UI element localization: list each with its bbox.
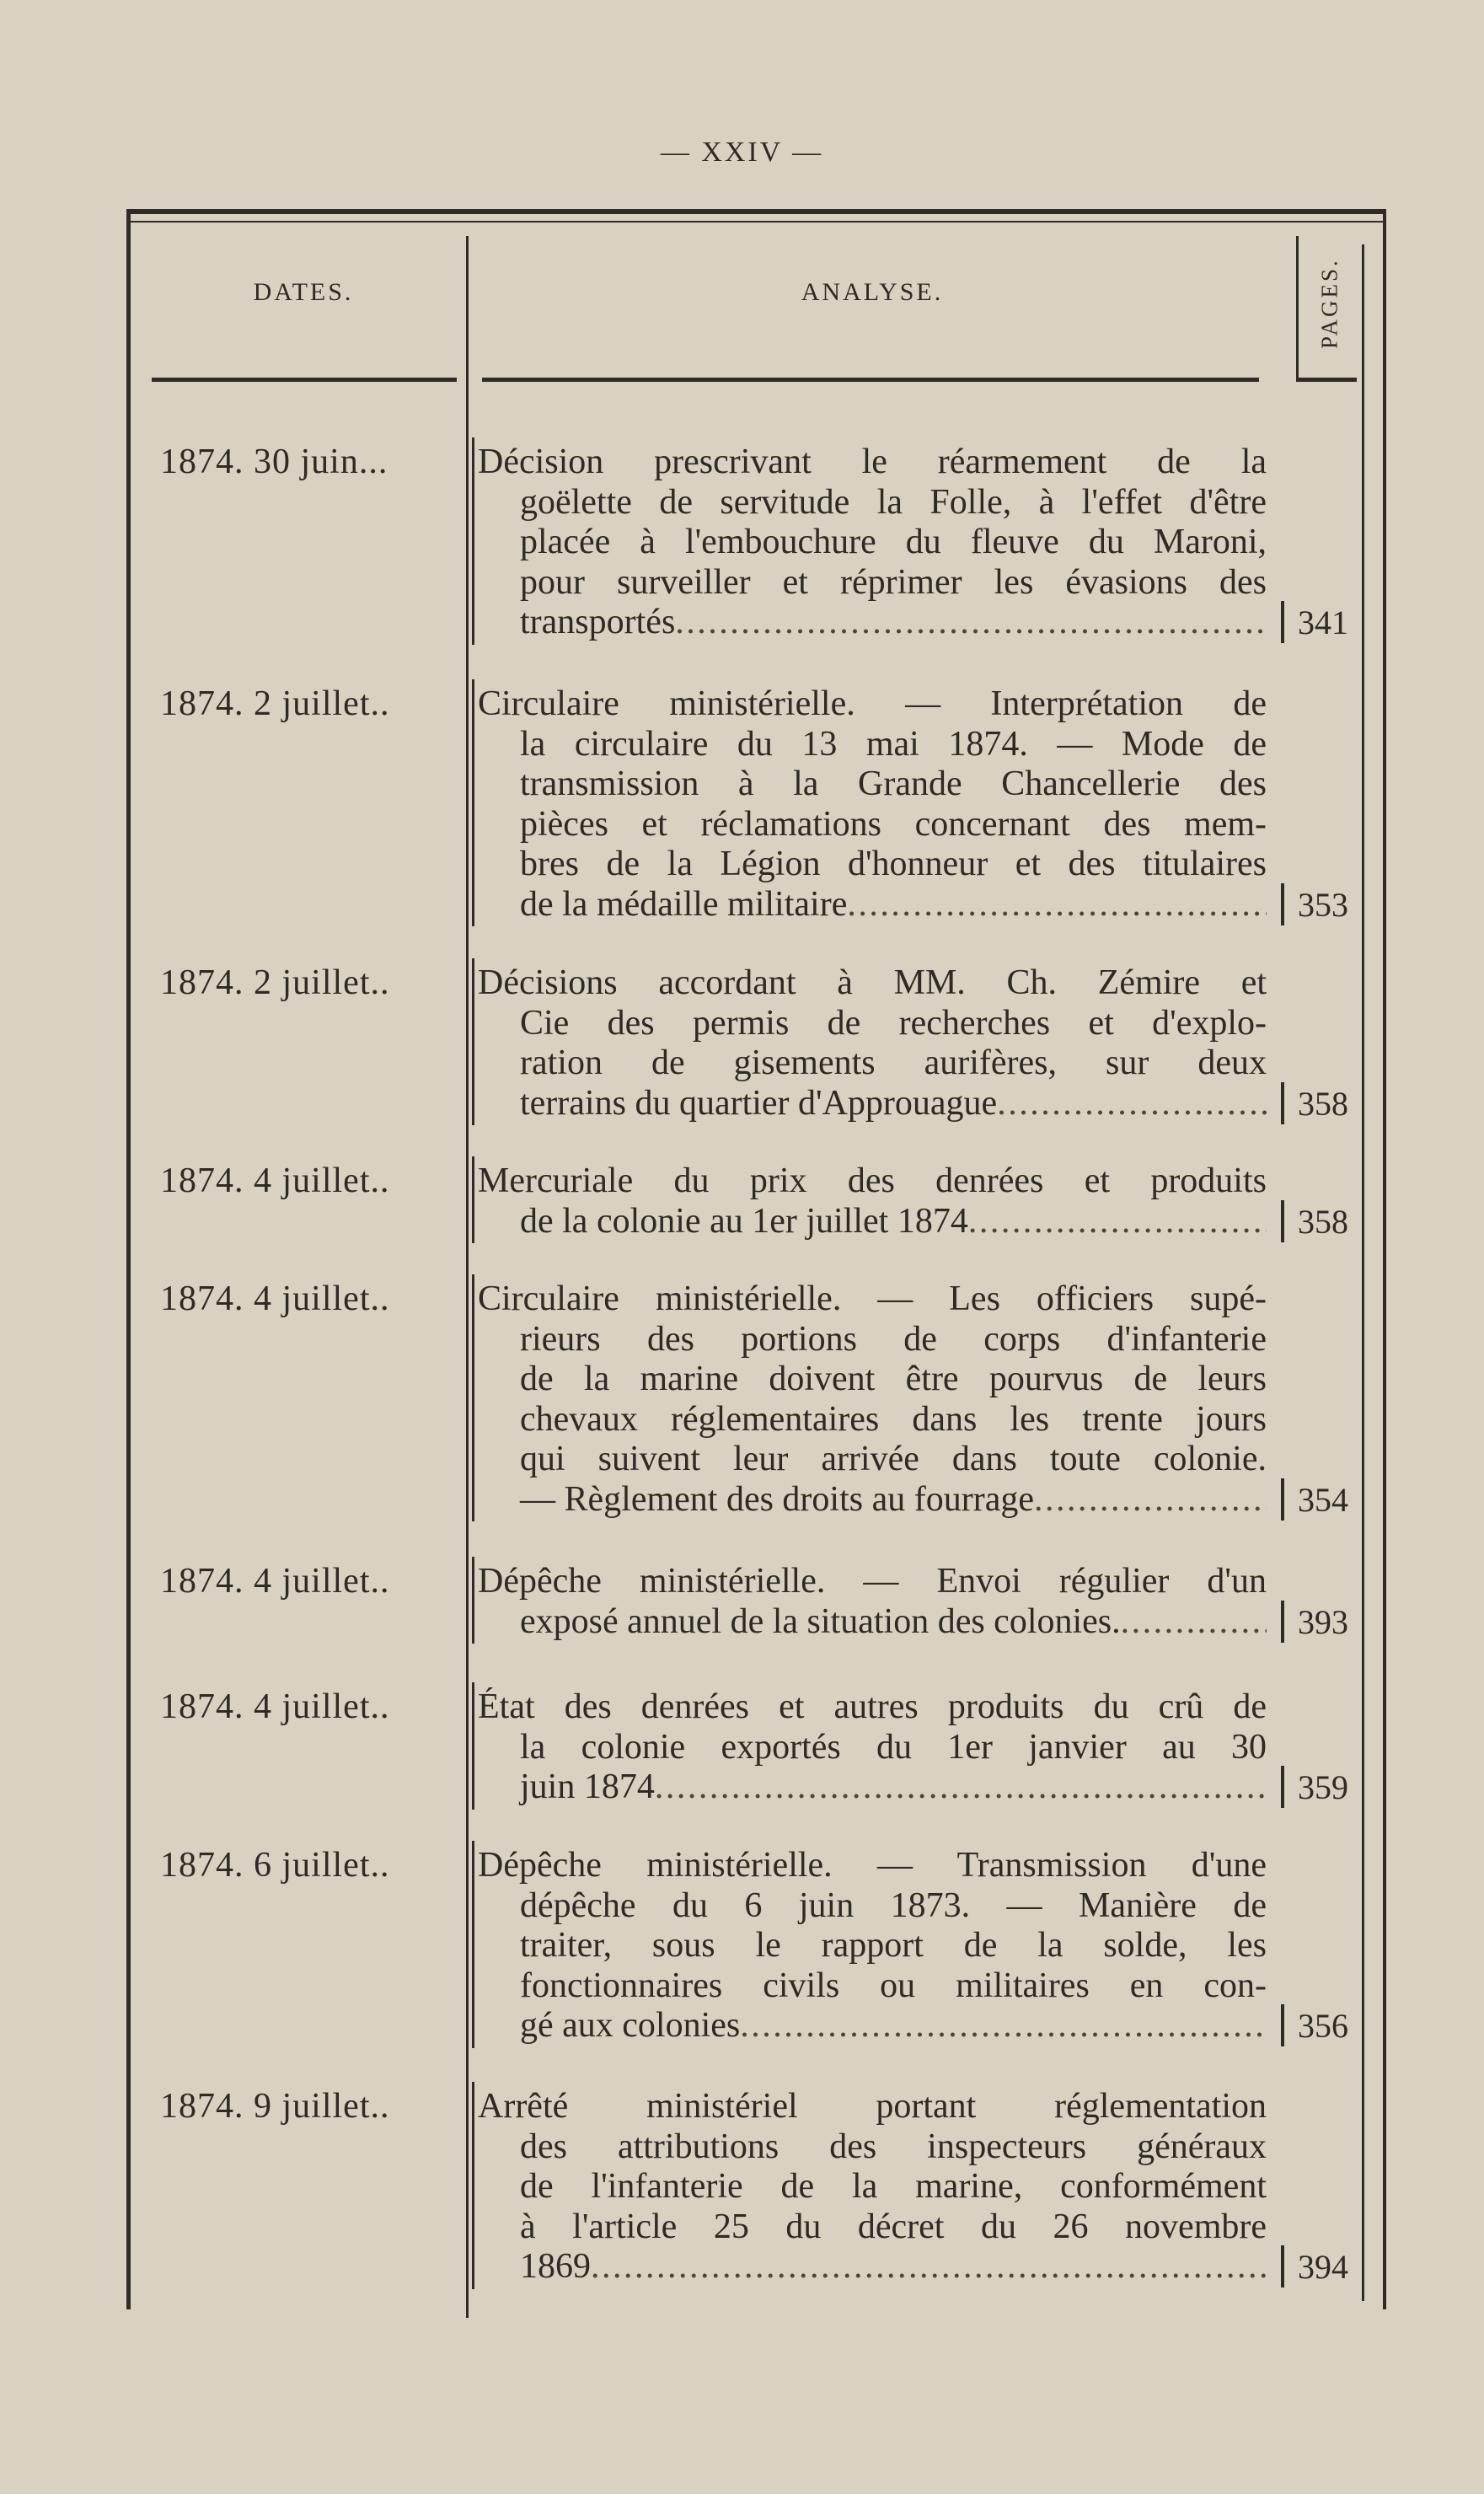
- entry-analysis: [478, 2087, 1267, 2288]
- analysis-line: de la médaille militaire: [520, 884, 848, 924]
- entry-date: 1874. 4 juillet..: [160, 1279, 390, 1318]
- entry-page-number: 358: [1298, 1084, 1348, 1123]
- analysis-left-divider: [472, 1841, 474, 2048]
- analysis-left-divider: [472, 437, 474, 645]
- analysis-line: Dépêche ministérielle. — Transmission d'une: [478, 1846, 1267, 1885]
- analysis-last-line: [478, 1767, 1267, 1808]
- analysis-left-divider: [472, 1557, 474, 1644]
- analysis-last-line: [478, 2247, 1267, 2288]
- analysis-line: État des denrées et autres produits du crû de: [478, 1687, 1267, 1726]
- dot-leader: [740, 2006, 1267, 2046]
- page-number-divider: [1281, 2004, 1284, 2046]
- entry-analysis: [478, 442, 1267, 643]
- analysis-line: — Règlement des droits au fourrage: [520, 1479, 1034, 1519]
- entry-date: 1874. 4 juillet..: [160, 1562, 390, 1601]
- analysis-last-line: [478, 1084, 1267, 1124]
- column-header-analysis: ANALYSE.: [801, 278, 944, 306]
- column-divider-pages: [1296, 236, 1299, 379]
- analysis-line: exposé annuel de la situation des colonies.: [520, 1601, 1121, 1641]
- dot-leader: [1121, 1602, 1267, 1643]
- analysis-line: transmission à la Grande Chancellerie des: [520, 764, 1267, 803]
- entry-analysis: [478, 1161, 1267, 1242]
- page-number-divider: [1281, 1601, 1284, 1643]
- entry-page-number: 359: [1298, 1768, 1348, 1806]
- dot-leader: [655, 1767, 1267, 1808]
- analysis-line: Décision prescrivant le réarmement de la: [478, 442, 1267, 481]
- page-header: — XXIV —: [660, 137, 824, 168]
- entry-date: 1874. 4 juillet..: [160, 1687, 390, 1726]
- analysis-line: placée à l'embouchure du fleuve du Maroni,: [520, 523, 1267, 561]
- analysis-line: traiter, sous le rapport de la solde, les: [520, 1926, 1267, 1965]
- header-rule-analysis: [482, 378, 1259, 382]
- analysis-line: Cie des permis de recherches et d'explo-: [520, 1003, 1267, 1043]
- entry-page-number: 353: [1298, 885, 1348, 924]
- analysis-line: bres de la Légion d'honneur et des titulaires: [520, 845, 1267, 883]
- analysis-left-divider: [472, 958, 474, 1125]
- analysis-line: la colonie exportés du 1er janvier au 30: [520, 1727, 1267, 1767]
- entry-date: 1874. 9 juillet..: [160, 2087, 390, 2126]
- analysis-line: 1869: [520, 2247, 591, 2286]
- dot-leader: [968, 1202, 1267, 1242]
- page-number-divider: [1281, 1200, 1284, 1242]
- analysis-line: Circulaire ministérielle. — Interprétation de: [478, 684, 1267, 723]
- analysis-line: de la colonie au 1er juillet 1874: [520, 1201, 968, 1241]
- analysis-line: des attributions des inspecteurs généraux: [520, 2127, 1267, 2166]
- entry-analysis: [478, 1562, 1267, 1642]
- entry-analysis: [478, 963, 1267, 1124]
- analysis-line: goëlette de servitude la Folle, à l'effet d'être: [520, 482, 1267, 522]
- analysis-last-line: [478, 885, 1267, 925]
- dot-leader: [591, 2247, 1267, 2288]
- header-rule-pages: [1296, 378, 1357, 382]
- entry-date: 1874. 6 juillet..: [160, 1846, 390, 1885]
- entry-page-number: 394: [1298, 2248, 1348, 2286]
- entry-analysis: [478, 1846, 1267, 2046]
- analysis-line: chevaux réglementaires dans les trente jours: [520, 1399, 1267, 1439]
- analysis-line: juin 1874: [520, 1767, 655, 1806]
- entry-date: 1874. 2 juillet..: [160, 963, 390, 1002]
- analysis-line: gé aux colonies: [520, 2006, 741, 2045]
- entry-page-number: 341: [1298, 603, 1348, 641]
- analysis-line: Dépêche ministérielle. — Envoi régulier d'un: [478, 1562, 1267, 1601]
- analysis-line: à l'article 25 du décret du 26 novembre: [520, 2207, 1267, 2246]
- analysis-left-divider: [472, 1274, 474, 1521]
- entry-page-number: 358: [1298, 1202, 1348, 1241]
- analysis-last-line: [478, 1602, 1267, 1643]
- analysis-last-line: [478, 1480, 1267, 1521]
- page-number-divider: [1281, 1478, 1284, 1521]
- dot-leader: [1034, 1480, 1267, 1521]
- analysis-line: dépêche du 6 juin 1873. — Manière de: [520, 1885, 1267, 1925]
- analysis-last-line: [478, 1202, 1267, 1242]
- page-number-divider: [1281, 601, 1284, 643]
- analysis-line: transportés: [520, 603, 676, 641]
- analysis-line: ration de gisements aurifères, sur deux: [520, 1043, 1267, 1082]
- page-number-divider: [1281, 1082, 1284, 1124]
- analysis-line: fonctionnaires civils ou militaires en con-: [520, 1966, 1267, 2005]
- column-divider-pages-right: [1362, 244, 1364, 2301]
- page-number-divider: [1281, 1766, 1284, 1808]
- dot-leader: [675, 603, 1267, 643]
- analysis-line: qui suivent leur arrivée dans toute colonie.: [520, 1440, 1267, 1478]
- analysis-last-line: [478, 2006, 1267, 2046]
- entry-page-number: 393: [1298, 1602, 1348, 1641]
- analysis-left-divider: [472, 2082, 474, 2289]
- entry-analysis: [478, 1687, 1267, 1808]
- dot-leader: [997, 1084, 1267, 1124]
- header-rule-dates: [152, 378, 457, 382]
- entry-date: 1874. 30 juin...: [160, 442, 388, 481]
- entry-analysis: [478, 1279, 1267, 1520]
- entry-analysis: [478, 684, 1267, 925]
- entry-date: 1874. 2 juillet..: [160, 684, 390, 723]
- entry-page-number: 356: [1298, 2007, 1348, 2045]
- page-number-divider: [1281, 2245, 1284, 2288]
- column-header-pages: PAGES.: [1316, 258, 1342, 349]
- analysis-line: Décisions accordant à MM. Ch. Zémire et: [478, 963, 1267, 1002]
- dot-leader: [847, 885, 1267, 925]
- analysis-line: de l'infanterie de la marine, conformément: [520, 2167, 1267, 2206]
- analysis-line: Arrêté ministériel portant réglementation: [478, 2087, 1267, 2126]
- analysis-last-line: [478, 603, 1267, 643]
- analysis-line: terrains du quartier d'Approuague: [520, 1083, 998, 1123]
- analysis-line: la circulaire du 13 mai 1874. — Mode de: [520, 724, 1267, 764]
- analysis-line: pour surveiller et réprimer les évasions des: [520, 562, 1267, 602]
- analysis-left-divider: [472, 1682, 474, 1810]
- column-header-dates: DATES.: [253, 278, 354, 306]
- entry-date: 1874. 4 juillet..: [160, 1161, 390, 1200]
- page-number-divider: [1281, 883, 1284, 925]
- analysis-line: rieurs des portions de corps d'infanterie: [520, 1319, 1267, 1359]
- entry-page-number: 354: [1298, 1480, 1348, 1519]
- analysis-line: pièces et réclamations concernant des mem-: [520, 804, 1267, 844]
- analysis-line: Mercuriale du prix des denrées et produits: [478, 1161, 1267, 1200]
- analysis-left-divider: [472, 679, 474, 926]
- column-divider-dates: [466, 236, 469, 2318]
- analysis-line: Circulaire ministérielle. — Les officiers supé-: [478, 1279, 1267, 1318]
- analysis-line: de la marine doivent être pourvus de leurs: [520, 1360, 1267, 1398]
- analysis-left-divider: [472, 1156, 474, 1243]
